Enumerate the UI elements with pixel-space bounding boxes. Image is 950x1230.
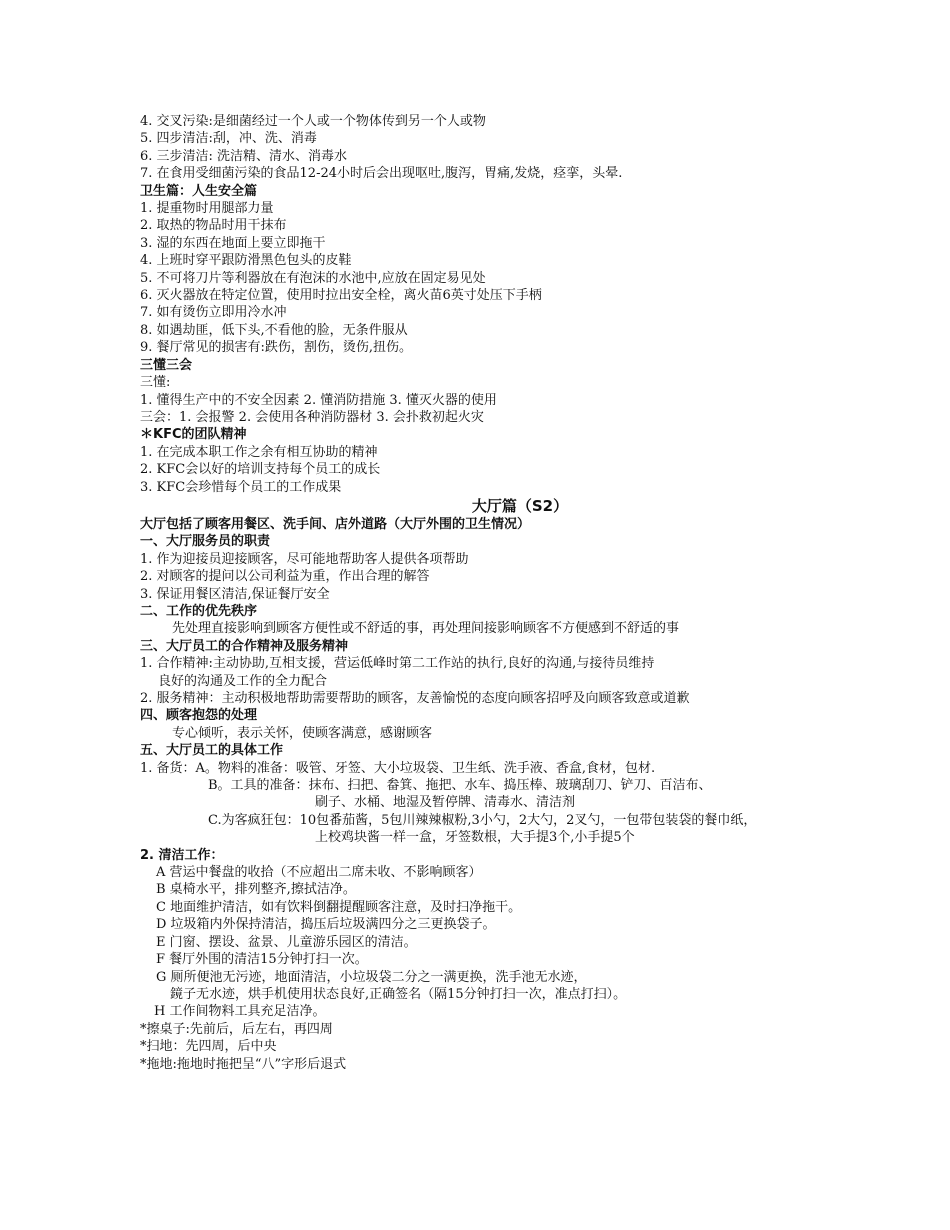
heading-line: 二、工作的优先秩序 [140, 603, 258, 619]
heading-line: 卫生篇：人生安全篇 [140, 183, 258, 199]
text-line: *擦桌子:先前后，后左右，再四周 [140, 1021, 333, 1037]
heading-line: 三懂三会 [140, 357, 193, 373]
text-line: 专心倾听，表示关怀，使顾客满意，感谢顾客 [172, 725, 433, 741]
heading-line: ＊KFC的团队精神 [140, 427, 247, 443]
text-line: 1. 提重物时用腿部力量 [140, 201, 274, 217]
text-line: B 桌椅水平，排列整齐,擦拭洁净。 [156, 882, 356, 898]
heading-line: 四、顾客抱怨的处理 [140, 708, 258, 724]
text-line: 7. 如有烫伤立即用冷水冲 [140, 305, 287, 321]
text-line: 4. 上班时穿平跟防滑黑色包头的皮鞋 [140, 253, 352, 269]
text-line: C.为客疯狂包：10包番茄酱，5包川辣辣椒粉,3小勺，2大勺，2叉勺，一包带包装袋的餐巾纸， [208, 812, 757, 828]
text-line: B。工具的准备：抹布、扫把、畚箕、拖把、水车、捣压棒、玻璃刮刀、铲刀、百洁布、 [208, 778, 712, 794]
text-line: 1. 作为迎接员迎接顾客，尽可能地帮助客人提供各项帮助 [140, 551, 469, 567]
text-line: 3. KFC会珍惜每个员工的工作成果 [140, 479, 342, 495]
text-line: 先处理直接影响到顾客方便性或不舒适的事，再处理间接影响顾客不方便感到不舒适的事 [172, 621, 680, 637]
text-line: 2. KFC会以好的培训支持每个员工的成长 [140, 462, 381, 478]
heading-line: 大厅包括了顾客用餐区、洗手间、店外道路（大厅外围的卫生情况） [140, 516, 531, 532]
text-line: G 厕所便池无污迹，地面清洁，小垃圾袋二分之一满更换，洗手池无水迹， [156, 969, 587, 985]
text-line: 3. 保证用餐区清洁,保证餐厅安全 [140, 586, 330, 602]
text-line: 3. 湿的东西在地面上要立即拖干 [140, 235, 326, 251]
text-line: 1. 合作精神:主动协助,互相支援，营运低峰时第二工作站的执行,良好的沟通,与接待员维持 [140, 656, 655, 672]
text-line: 8. 如遇劫匪，低下头,不看他的脸，无条件服从 [140, 322, 408, 338]
text-line: A 营运中餐盘的收拾（不应超出二席未收、不影响顾客） [156, 865, 482, 881]
text-line: 5. 不可将刀片等利器放在有泡沫的水池中,应放在固定易见处 [140, 270, 486, 286]
heading-line: 2. 清洁工作： [140, 847, 224, 863]
heading-line: 三、大厅员工的合作精神及服务精神 [140, 638, 349, 654]
text-line: 7. 在食用受细菌污染的食品12-24小时后会出现呕吐,腹泻，胃痛,发烧，痉挛，头晕. [140, 166, 623, 182]
text-line: 2. 取热的物品时用干抹布 [140, 218, 287, 234]
text-line: 6. 三步清洁: 洗洁精、清水、消毒水 [140, 148, 348, 164]
text-line: 9. 餐厅常见的损害有:跌伤，割伤，烫伤,扭伤。 [140, 340, 413, 356]
text-line: C 地面维护清洁，如有饮料倒翻提醒顾客注意，及时扫净拖干。 [156, 899, 522, 915]
text-line: D 垃圾箱内外保持清洁，捣压后垃圾满四分之三更换袋子。 [156, 917, 496, 933]
text-line: 上校鸡块酱一样一盒，牙签数根，大手提3个,小手提5个 [315, 830, 635, 846]
text-line: 1. 在完成本职工作之余有相互协助的精神 [140, 444, 378, 460]
text-line: 4. 交叉污染:是细菌经过一个人或一个物体传到另一个人或物 [140, 114, 486, 129]
document-body [140, 113, 880, 1073]
text-line: F 餐厅外围的清洁15分钟打扫一次。 [156, 952, 368, 968]
text-line: 鏡子无水迹，烘手机使用状态良好,正确签名（隔15分钟打扫一次，准点打扫）。 [170, 986, 627, 1002]
text-line: 5. 四步清洁:刮，冲、洗、消毒 [140, 131, 317, 147]
text-line: 刷子、水桶、地湿及暂停牌、清毒水、清洁剂 [315, 795, 576, 811]
text-line: 1. 备货：A。物料的准备：吸管、牙签、大小垃圾袋、卫生纸、洗手液、香盒,食材，包材. [140, 760, 656, 776]
text-line: 良好的沟通及工作的全力配合 [158, 673, 328, 689]
text-line: H 工作间物料工具充足洁净。 [154, 1004, 326, 1020]
text-line: 三会：1. 会报警 2. 会使用各种消防器材 3. 会扑救初起火灾 [140, 409, 484, 425]
text-line: *拖地:拖地时拖把呈“八”字形后退式 [140, 1056, 347, 1072]
text-line: 2. 对顾客的提问以公司利益为重，作出合理的解答 [140, 569, 430, 585]
text-line: 2. 服务精神：主动积极地帮助需要帮助的顾客，友善愉悦的态度向顾客招呼及向顾客致意或道歉 [140, 691, 690, 706]
text-line: 6. 灭火器放在特定位置，使用时拉出安全栓，离火苗6英寸处压下手柄 [140, 288, 542, 304]
heading-line: 一、大厅服务员的职责 [140, 534, 271, 550]
heading-line: 五、大厅员工的具体工作 [140, 743, 284, 759]
section-title: 大厅篇（S2） [471, 496, 569, 515]
text-line: 1. 懂得生产中的不安全因素 2. 懂消防措施 3. 懂灭火器的使用 [140, 392, 497, 408]
text-line: *扫地：先四周，后中央 [140, 1039, 277, 1055]
text-line: 三懂: [140, 375, 171, 391]
text-line: E 门窗、摆设、盆景、儿童游乐园区的清洁。 [156, 934, 417, 950]
